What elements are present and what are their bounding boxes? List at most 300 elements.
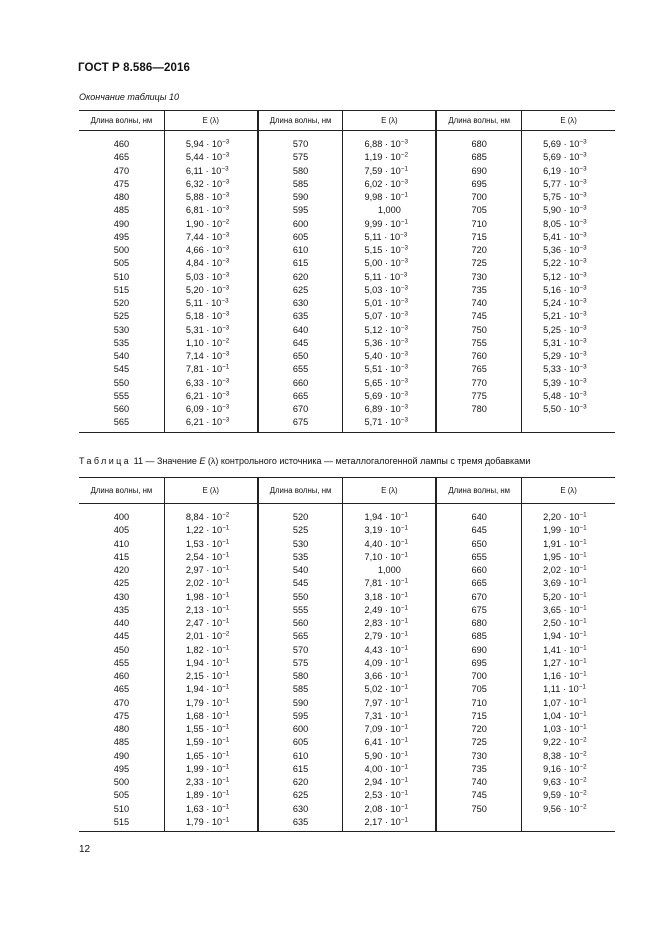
e-lambda-cell — [522, 403, 615, 416]
value-exponent: −1 — [400, 524, 408, 532]
value-exponent: −2 — [579, 749, 587, 757]
value-mantissa: 6,02 — [364, 178, 383, 189]
value-multiplier: · 10 — [563, 271, 580, 282]
value-multiplier: · 10 — [563, 245, 580, 256]
value-mantissa: 1,000 — [377, 205, 401, 216]
table-row — [79, 204, 615, 217]
e-lambda-cell — [164, 551, 257, 564]
value-exponent: −3 — [400, 337, 408, 345]
value-mantissa: 5,02 — [364, 684, 383, 695]
wavelength-cell: 555 — [258, 604, 343, 617]
value-multiplier: · 10 — [206, 512, 223, 523]
value-multiplier: · 10 — [563, 737, 580, 748]
e-lambda-cell — [522, 390, 615, 403]
value-mantissa: 5,94 — [185, 139, 204, 150]
wavelength-cell: 725 — [436, 736, 521, 749]
value-exponent: −1 — [222, 524, 230, 532]
value-multiplier: · 10 — [206, 351, 223, 362]
wavelength-cell: 530 — [79, 324, 164, 337]
value-exponent: −1 — [400, 749, 408, 757]
value-multiplier: · 10 — [384, 671, 401, 682]
wavelength-cell: 575 — [258, 657, 343, 670]
value-mantissa: 1,94 — [543, 631, 562, 642]
value-exponent: −1 — [579, 537, 587, 545]
value-mantissa: 8,84 — [185, 512, 204, 523]
wavelength-cell: 615 — [258, 257, 343, 270]
value-exponent: −1 — [222, 736, 230, 744]
value-mantissa: 4,40 — [364, 538, 383, 549]
wavelength-cell: 545 — [258, 577, 343, 590]
wavelength-cell: 590 — [258, 191, 343, 204]
wavelength-cell: 680 — [436, 617, 521, 630]
value-multiplier: · 10 — [384, 311, 401, 322]
value-multiplier: · 10 — [205, 298, 222, 309]
value-multiplier: · 10 — [206, 551, 223, 562]
value-exponent: −1 — [579, 617, 587, 625]
value-multiplier: · 10 — [563, 551, 580, 562]
value-multiplier: · 10 — [206, 710, 223, 721]
value-exponent: −1 — [579, 630, 587, 638]
value-multiplier: · 10 — [206, 139, 223, 150]
value-multiplier: · 10 — [563, 565, 580, 576]
table-row — [79, 763, 615, 776]
value-mantissa: 1,89 — [185, 790, 204, 801]
value-exponent: −3 — [579, 244, 587, 252]
column-header-wavelength: Длина волны, нм — [436, 478, 521, 504]
table-row — [79, 178, 615, 191]
wavelength-cell: 640 — [258, 324, 343, 337]
table-row — [79, 218, 615, 231]
value-exponent: −3 — [222, 257, 230, 265]
e-lambda-cell — [343, 577, 436, 590]
value-exponent: −1 — [579, 696, 587, 704]
e-lambda-cell — [522, 244, 615, 257]
value-mantissa: 5,33 — [543, 364, 562, 375]
value-multiplier: · 10 — [384, 390, 401, 401]
e-lambda-cell — [522, 551, 615, 564]
value-exponent: −3 — [222, 231, 230, 239]
value-exponent: −3 — [579, 164, 587, 172]
wavelength-cell: 405 — [79, 524, 164, 537]
value-exponent: −1 — [579, 604, 587, 612]
value-mantissa: 2,50 — [543, 618, 562, 629]
e-lambda-cell — [522, 538, 615, 551]
value-multiplier: · 10 — [206, 231, 223, 242]
value-multiplier: · 10 — [384, 231, 401, 242]
value-mantissa: 6,88 — [364, 139, 383, 150]
e-lambda-cell — [343, 776, 436, 789]
e-lambda-cell — [522, 697, 615, 710]
wavelength-cell: 635 — [258, 310, 343, 323]
e-lambda-cell — [164, 165, 257, 178]
value-mantissa: 5,24 — [543, 298, 562, 309]
e-lambda-cell — [343, 131, 436, 152]
wavelength-cell: 415 — [79, 551, 164, 564]
value-multiplier: · 10 — [563, 139, 580, 150]
value-mantissa: 9,98 — [364, 192, 383, 203]
e-lambda-cell — [343, 803, 436, 816]
value-exponent: −3 — [222, 323, 230, 331]
value-multiplier: · 10 — [563, 710, 580, 721]
wavelength-cell: 645 — [258, 337, 343, 350]
wavelength-cell: 745 — [436, 789, 521, 802]
value-multiplier: · 10 — [206, 684, 223, 695]
value-exponent: −1 — [222, 802, 230, 810]
value-mantissa: 2,94 — [364, 777, 383, 788]
value-exponent: −3 — [579, 217, 587, 225]
e-lambda-cell — [164, 377, 257, 390]
wavelength-cell: 535 — [258, 551, 343, 564]
value-exponent: −3 — [579, 204, 587, 212]
wavelength-cell: 655 — [258, 363, 343, 376]
value-exponent: −1 — [400, 217, 408, 225]
e-lambda-cell — [343, 604, 436, 617]
column-header-e-lambda: E (λ) — [164, 478, 257, 504]
value-mantissa: 6,21 — [185, 390, 204, 401]
wavelength-cell: 580 — [258, 165, 343, 178]
value-multiplier: · 10 — [384, 551, 401, 562]
value-multiplier: · 10 — [206, 631, 223, 642]
value-multiplier: · 10 — [563, 298, 580, 309]
wavelength-cell: 680 — [436, 131, 521, 152]
value-mantissa: 5,03 — [364, 284, 383, 295]
e-lambda-cell — [343, 736, 436, 749]
value-multiplier: · 10 — [384, 284, 401, 295]
table-10 — [79, 110, 615, 433]
value-multiplier: · 10 — [384, 724, 401, 735]
value-multiplier: · 10 — [384, 697, 401, 708]
table-row — [79, 337, 615, 350]
value-multiplier: · 10 — [384, 538, 401, 549]
wavelength-cell: 620 — [258, 776, 343, 789]
wavelength-cell: 690 — [436, 165, 521, 178]
wavelength-cell: 625 — [258, 284, 343, 297]
value-multiplier: · 10 — [563, 671, 580, 682]
value-multiplier: · 10 — [206, 644, 223, 655]
value-exponent: −1 — [222, 710, 230, 718]
value-multiplier: · 10 — [384, 578, 401, 589]
wavelength-cell: 685 — [436, 151, 521, 164]
column-header-e-lambda: E (λ) — [164, 111, 257, 131]
value-multiplier: · 10 — [206, 192, 223, 203]
value-multiplier: · 10 — [384, 351, 401, 362]
value-multiplier: · 10 — [384, 604, 401, 615]
value-mantissa: 6,21 — [185, 417, 204, 428]
table-row — [79, 564, 615, 577]
wavelength-cell: 740 — [436, 297, 521, 310]
value-mantissa: 5,12 — [543, 271, 562, 282]
table-header-row — [79, 478, 615, 504]
e-lambda-cell — [164, 324, 257, 337]
wavelength-cell: 465 — [79, 683, 164, 696]
value-multiplier: · 10 — [384, 777, 401, 788]
value-multiplier: · 10 — [563, 777, 580, 788]
e-lambda-cell — [164, 310, 257, 323]
value-mantissa: 5,40 — [364, 351, 383, 362]
table10-caption: Окончание таблицы 10 — [79, 92, 179, 102]
table-row — [79, 604, 615, 617]
e-lambda-cell — [164, 538, 257, 551]
table-row — [79, 683, 615, 696]
value-mantissa: 2,53 — [364, 790, 383, 801]
value-multiplier: · 10 — [384, 324, 401, 335]
value-mantissa: 9,99 — [364, 218, 383, 229]
wavelength-cell — [436, 816, 521, 832]
value-multiplier: · 10 — [563, 205, 580, 216]
value-multiplier: · 10 — [384, 218, 401, 229]
value-multiplier: · 10 — [384, 404, 401, 415]
value-mantissa: 5,15 — [364, 245, 383, 256]
e-lambda-cell — [522, 350, 615, 363]
wavelength-cell: 445 — [79, 630, 164, 643]
value-multiplier: · 10 — [384, 245, 401, 256]
wavelength-cell: 485 — [79, 736, 164, 749]
wavelength-cell: 660 — [258, 377, 343, 390]
value-mantissa: 1,27 — [543, 657, 562, 668]
wavelength-cell: 610 — [258, 244, 343, 257]
value-mantissa: 6,11 — [185, 165, 204, 176]
value-exponent: −1 — [400, 551, 408, 559]
wavelength-cell: 650 — [436, 538, 521, 551]
wavelength-cell: 570 — [258, 131, 343, 152]
value-exponent: −2 — [222, 630, 230, 638]
value-exponent: −3 — [400, 138, 408, 146]
e-lambda-cell — [164, 657, 257, 670]
wavelength-cell: 630 — [258, 297, 343, 310]
e-lambda-cell — [343, 284, 436, 297]
table-row — [79, 617, 615, 630]
wavelength-cell: 475 — [79, 178, 164, 191]
value-exponent: −1 — [400, 736, 408, 744]
value-multiplier: · 10 — [563, 803, 580, 814]
wavelength-cell: 555 — [79, 390, 164, 403]
e-lambda-cell — [343, 271, 436, 284]
value-exponent: −1 — [400, 191, 408, 199]
value-mantissa: 3,18 — [364, 591, 383, 602]
value-exponent: −3 — [400, 297, 408, 305]
value-multiplier: · 10 — [384, 337, 401, 348]
wavelength-cell: 735 — [436, 763, 521, 776]
table11-caption-number: 11 — Значение — [133, 456, 200, 466]
e-lambda-cell — [164, 683, 257, 696]
value-mantissa: 1,55 — [185, 724, 204, 735]
value-mantissa: 5,16 — [543, 284, 562, 295]
value-multiplier: · 10 — [563, 218, 580, 229]
wavelength-cell: 540 — [79, 350, 164, 363]
wavelength-cell: 560 — [79, 403, 164, 416]
value-multiplier: · 10 — [563, 337, 580, 348]
value-multiplier: · 10 — [384, 684, 401, 695]
value-multiplier: · 10 — [206, 657, 223, 668]
e-lambda-cell — [522, 816, 615, 832]
value-exponent: −1 — [400, 696, 408, 704]
e-lambda-cell — [164, 284, 257, 297]
wavelength-cell: 740 — [436, 776, 521, 789]
table11-caption-rest: (λ) контрольного источника — металлогалогенной лампы с тремя добавками — [205, 456, 531, 466]
wavelength-cell: 700 — [436, 670, 521, 683]
e-lambda-cell — [343, 591, 436, 604]
wavelength-cell: 585 — [258, 683, 343, 696]
value-multiplier: · 10 — [384, 591, 401, 602]
value-exponent: −3 — [400, 244, 408, 252]
e-lambda-cell — [522, 776, 615, 789]
value-mantissa: 7,81 — [185, 364, 204, 375]
value-multiplier: · 10 — [384, 298, 401, 309]
value-multiplier: · 10 — [384, 644, 401, 655]
value-mantissa: 1,95 — [543, 551, 562, 562]
value-mantissa: 6,19 — [543, 165, 562, 176]
wavelength-cell: 750 — [436, 324, 521, 337]
e-lambda-cell — [164, 271, 257, 284]
value-mantissa: 1,16 — [543, 671, 562, 682]
value-exponent: −1 — [579, 551, 587, 559]
value-multiplier: · 10 — [206, 311, 223, 322]
wavelength-cell: 630 — [258, 803, 343, 816]
e-lambda-cell — [164, 231, 257, 244]
e-lambda-cell — [522, 363, 615, 376]
value-mantissa: 5,11 — [364, 271, 382, 282]
value-exponent: −1 — [222, 643, 230, 651]
e-lambda-cell — [343, 710, 436, 723]
e-lambda-cell — [164, 577, 257, 590]
value-multiplier: · 10 — [384, 165, 401, 176]
value-multiplier: · 10 — [206, 218, 223, 229]
value-mantissa: 5,11 — [364, 231, 382, 242]
value-multiplier: · 10 — [384, 139, 401, 150]
value-multiplier: · 10 — [206, 790, 223, 801]
table-row — [79, 231, 615, 244]
e-lambda-cell — [164, 151, 257, 164]
value-mantissa: 5,90 — [364, 750, 383, 761]
value-multiplier: · 10 — [206, 565, 223, 576]
value-mantissa: 5,48 — [543, 390, 562, 401]
value-mantissa: 1,98 — [185, 591, 204, 602]
wavelength-cell: 650 — [258, 350, 343, 363]
value-mantissa: 1,22 — [185, 525, 204, 536]
value-multiplier: · 10 — [206, 750, 223, 761]
wavelength-cell: 595 — [258, 204, 343, 217]
value-mantissa: 5,88 — [185, 192, 204, 203]
value-multiplier: · 10 — [563, 351, 580, 362]
table-row — [79, 524, 615, 537]
wavelength-cell: 675 — [436, 604, 521, 617]
table-row — [79, 284, 615, 297]
value-mantissa: 2,47 — [185, 618, 204, 629]
value-mantissa: 5,20 — [185, 284, 204, 295]
value-exponent: −3 — [400, 284, 408, 292]
value-mantissa: 2,49 — [364, 604, 383, 615]
table-row — [79, 697, 615, 710]
e-lambda-cell — [522, 750, 615, 763]
value-mantissa: 1,19 — [364, 152, 383, 163]
table-row — [79, 657, 615, 670]
e-lambda-cell — [343, 657, 436, 670]
e-lambda-cell — [522, 204, 615, 217]
table-row — [79, 630, 615, 643]
value-exponent: −1 — [400, 789, 408, 797]
value-exponent: −3 — [579, 350, 587, 358]
value-exponent: −3 — [221, 297, 229, 305]
wavelength-cell: 665 — [258, 390, 343, 403]
value-mantissa: 1,59 — [185, 737, 204, 748]
value-multiplier: · 10 — [206, 697, 223, 708]
wavelength-cell: 660 — [436, 564, 521, 577]
value-multiplier: · 10 — [563, 724, 580, 735]
value-mantissa: 9,63 — [543, 777, 562, 788]
value-exponent: −3 — [579, 363, 587, 371]
e-lambda-cell — [343, 178, 436, 191]
value-mantissa: 5,31 — [185, 324, 204, 335]
value-exponent: −3 — [579, 323, 587, 331]
e-lambda-cell — [343, 670, 436, 683]
value-multiplier: · 10 — [206, 271, 223, 282]
wavelength-cell: 530 — [258, 538, 343, 551]
value-exponent: −1 — [579, 657, 587, 665]
value-exponent: −1 — [222, 564, 230, 572]
value-mantissa: 2,33 — [185, 777, 204, 788]
wavelength-cell: 505 — [79, 257, 164, 270]
value-mantissa: 4,43 — [364, 644, 383, 655]
e-lambda-cell — [164, 750, 257, 763]
wavelength-cell: 525 — [258, 524, 343, 537]
column-header-e-lambda: E (λ) — [522, 478, 615, 504]
value-mantissa: 5,01 — [364, 298, 383, 309]
wavelength-cell: 565 — [258, 630, 343, 643]
value-mantissa: 3,65 — [543, 604, 562, 615]
table-row — [79, 577, 615, 590]
value-exponent: −3 — [579, 191, 587, 199]
value-mantissa: 4,66 — [185, 245, 204, 256]
wavelength-cell: 535 — [79, 337, 164, 350]
value-multiplier: · 10 — [384, 803, 401, 814]
e-lambda-cell — [343, 683, 436, 696]
e-lambda-cell — [522, 284, 615, 297]
wavelength-cell: 720 — [436, 244, 521, 257]
value-exponent: −3 — [222, 403, 230, 411]
value-multiplier: · 10 — [206, 578, 223, 589]
value-exponent: −3 — [400, 310, 408, 318]
value-exponent: −3 — [400, 270, 408, 278]
value-multiplier: · 10 — [563, 591, 580, 602]
value-multiplier: · 10 — [206, 417, 223, 428]
table-row — [79, 551, 615, 564]
e-lambda-cell — [522, 218, 615, 231]
e-lambda-cell — [522, 310, 615, 323]
e-lambda-cell — [343, 564, 436, 577]
value-multiplier: · 10 — [563, 618, 580, 629]
e-lambda-cell — [522, 683, 615, 696]
wavelength-cell: 770 — [436, 377, 521, 390]
column-header-e-lambda: E (λ) — [343, 111, 436, 131]
e-lambda-cell — [522, 763, 615, 776]
value-mantissa: 2,02 — [543, 565, 562, 576]
value-mantissa: 6,81 — [185, 205, 204, 216]
value-exponent: −1 — [579, 524, 587, 532]
wavelength-cell: 705 — [436, 683, 521, 696]
value-mantissa: 7,09 — [364, 724, 383, 735]
value-mantissa: 5,44 — [185, 152, 204, 163]
wavelength-cell: 720 — [436, 723, 521, 736]
e-lambda-cell — [522, 271, 615, 284]
wavelength-cell: 695 — [436, 178, 521, 191]
value-exponent: −2 — [579, 776, 587, 784]
value-mantissa: 9,59 — [543, 790, 562, 801]
value-mantissa: 6,89 — [364, 404, 383, 415]
e-lambda-cell — [522, 670, 615, 683]
value-multiplier: · 10 — [384, 631, 401, 642]
e-lambda-cell — [343, 324, 436, 337]
value-multiplier: · 10 — [563, 604, 580, 615]
